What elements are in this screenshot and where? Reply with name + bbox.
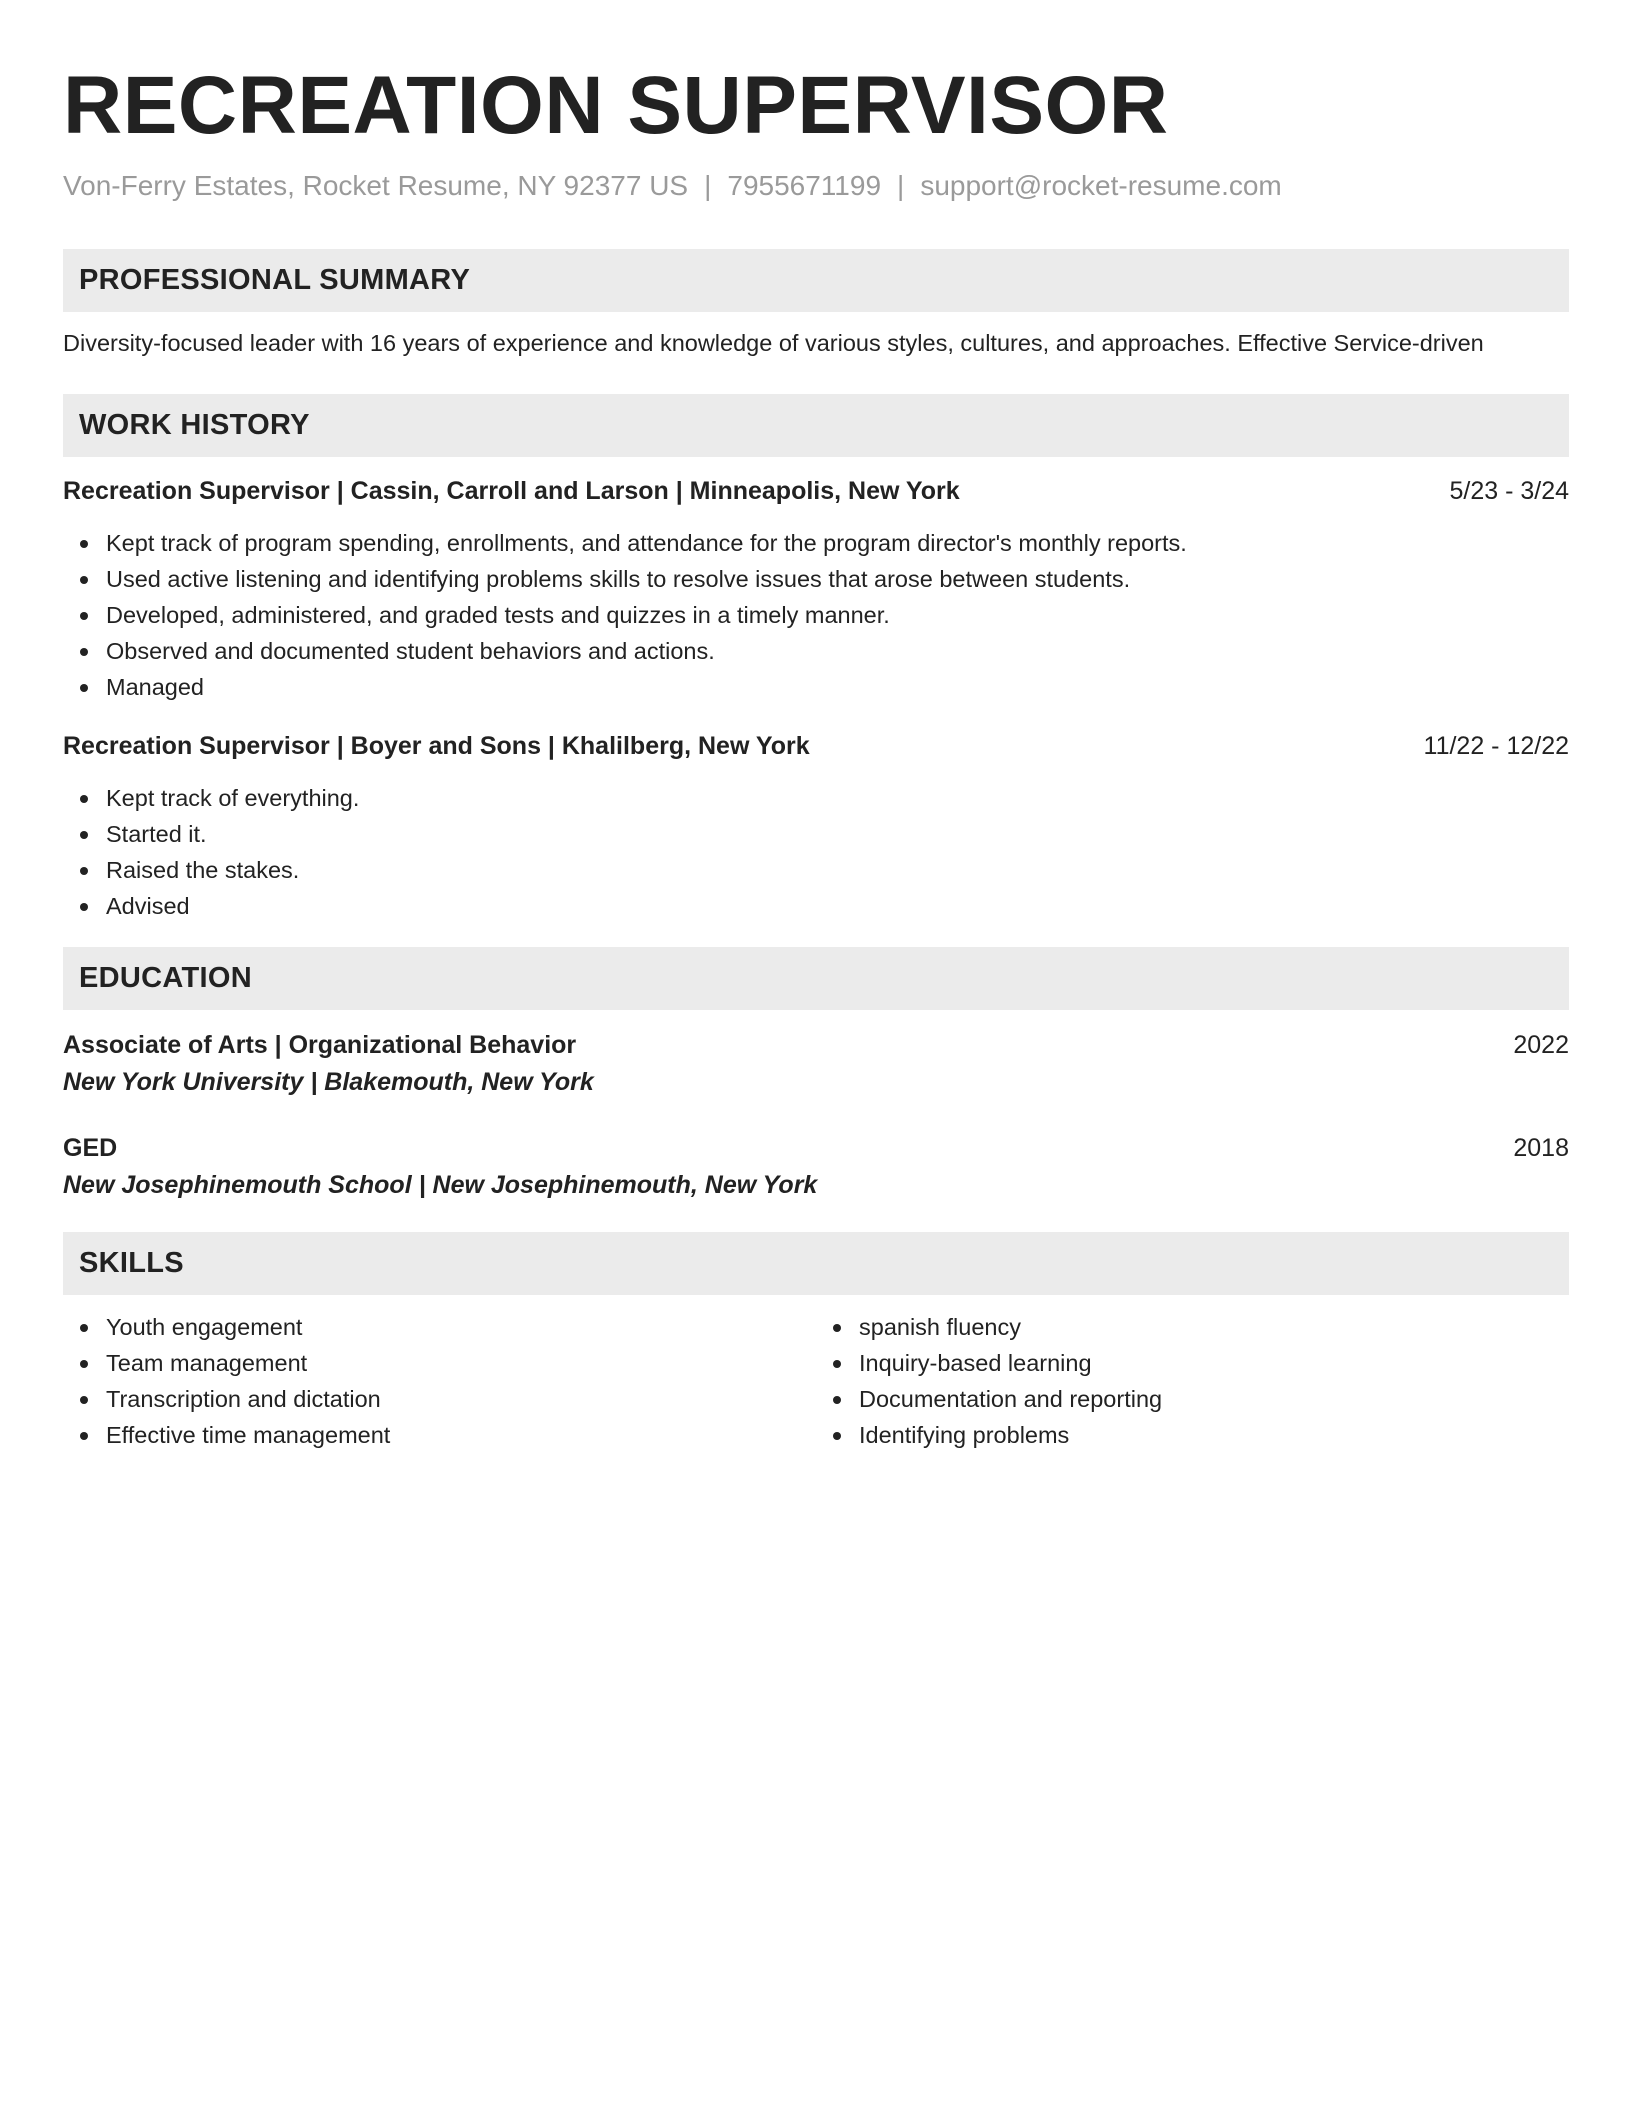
education-header <box>63 1130 1569 1166</box>
job-bullet: Kept track of program spending, enrollments, and attendance for the program director's monthly reports. <box>77 525 1569 561</box>
job-header <box>63 473 1569 509</box>
job-title: Recreation Supervisor | Boyer and Sons | Khalilberg, New York <box>63 732 810 760</box>
job-bullet: Observed and documented student behaviors and actions. <box>77 633 1569 669</box>
contact-email: support@rocket-resume.com <box>920 170 1282 201</box>
job-bullets <box>63 780 1569 924</box>
education-year: 2018 <box>1513 1134 1569 1162</box>
education-year: 2022 <box>1513 1031 1569 1059</box>
contact-separator: | <box>704 170 712 201</box>
job-title: Recreation Supervisor | Cassin, Carroll and Larson | Minneapolis, New York <box>63 477 960 505</box>
education-degree: GED <box>63 1134 118 1162</box>
skill-item: Identifying problems <box>830 1417 1569 1453</box>
skill-item: spanish fluency <box>830 1309 1569 1345</box>
job-bullet: Advised <box>77 888 1569 924</box>
job-header <box>63 728 1569 764</box>
skill-item: Effective time management <box>77 1417 816 1453</box>
skills-heading: SKILLS <box>63 1232 1569 1295</box>
skills-list <box>63 1309 816 1453</box>
job-dates: 5/23 - 3/24 <box>1449 477 1569 505</box>
job-entry <box>63 728 1569 924</box>
job-bullet: Used active listening and identifying problems skills to resolve issues that arose between students. <box>77 561 1569 597</box>
skill-item: Documentation and reporting <box>830 1381 1569 1417</box>
summary-heading: PROFESSIONAL SUMMARY <box>63 249 1569 312</box>
contact-separator: | <box>897 170 905 201</box>
education-heading: EDUCATION <box>63 947 1569 1010</box>
contact-address: Von-Ferry Estates, Rocket Resume, NY 92377 US <box>63 170 689 201</box>
education-degree: Associate of Arts | Organizational Behavior <box>63 1031 577 1059</box>
skills-column-left <box>63 1309 816 1453</box>
job-bullet: Developed, administered, and graded tests and quizzes in a timely manner. <box>77 597 1569 633</box>
skill-item: Team management <box>77 1345 816 1381</box>
job-bullet: Raised the stakes. <box>77 852 1569 888</box>
skills-column-right <box>816 1309 1569 1453</box>
job-entry <box>63 473 1569 705</box>
contact-line <box>63 166 1569 206</box>
skill-item: Transcription and dictation <box>77 1381 816 1417</box>
education-header <box>63 1027 1569 1063</box>
resume-name: RECREATION SUPERVISOR <box>63 60 1169 151</box>
job-dates: 11/22 - 12/22 <box>1423 732 1569 760</box>
skills-grid <box>63 1309 1569 1453</box>
job-bullet: Managed <box>77 669 1569 705</box>
job-bullet: Kept track of everything. <box>77 780 1569 816</box>
skill-item: Youth engagement <box>77 1309 816 1345</box>
work-history-heading: WORK HISTORY <box>63 394 1569 457</box>
education-school: New Josephinemouth School | New Josephinemouth, New York <box>63 1171 818 1199</box>
education-school: New York University | Blakemouth, New York <box>63 1068 594 1096</box>
summary-text: Diversity-focused leader with 16 years of experience and knowledge of various styles, cultures, and approaches. Effective Service-driven <box>63 330 1484 356</box>
skills-list <box>816 1309 1569 1453</box>
skill-item: Inquiry-based learning <box>830 1345 1569 1381</box>
job-bullet: Started it. <box>77 816 1569 852</box>
job-bullets <box>63 525 1569 705</box>
education-entry <box>63 1130 1569 1204</box>
contact-phone: 7955671199 <box>727 170 882 201</box>
education-entry <box>63 1027 1569 1101</box>
